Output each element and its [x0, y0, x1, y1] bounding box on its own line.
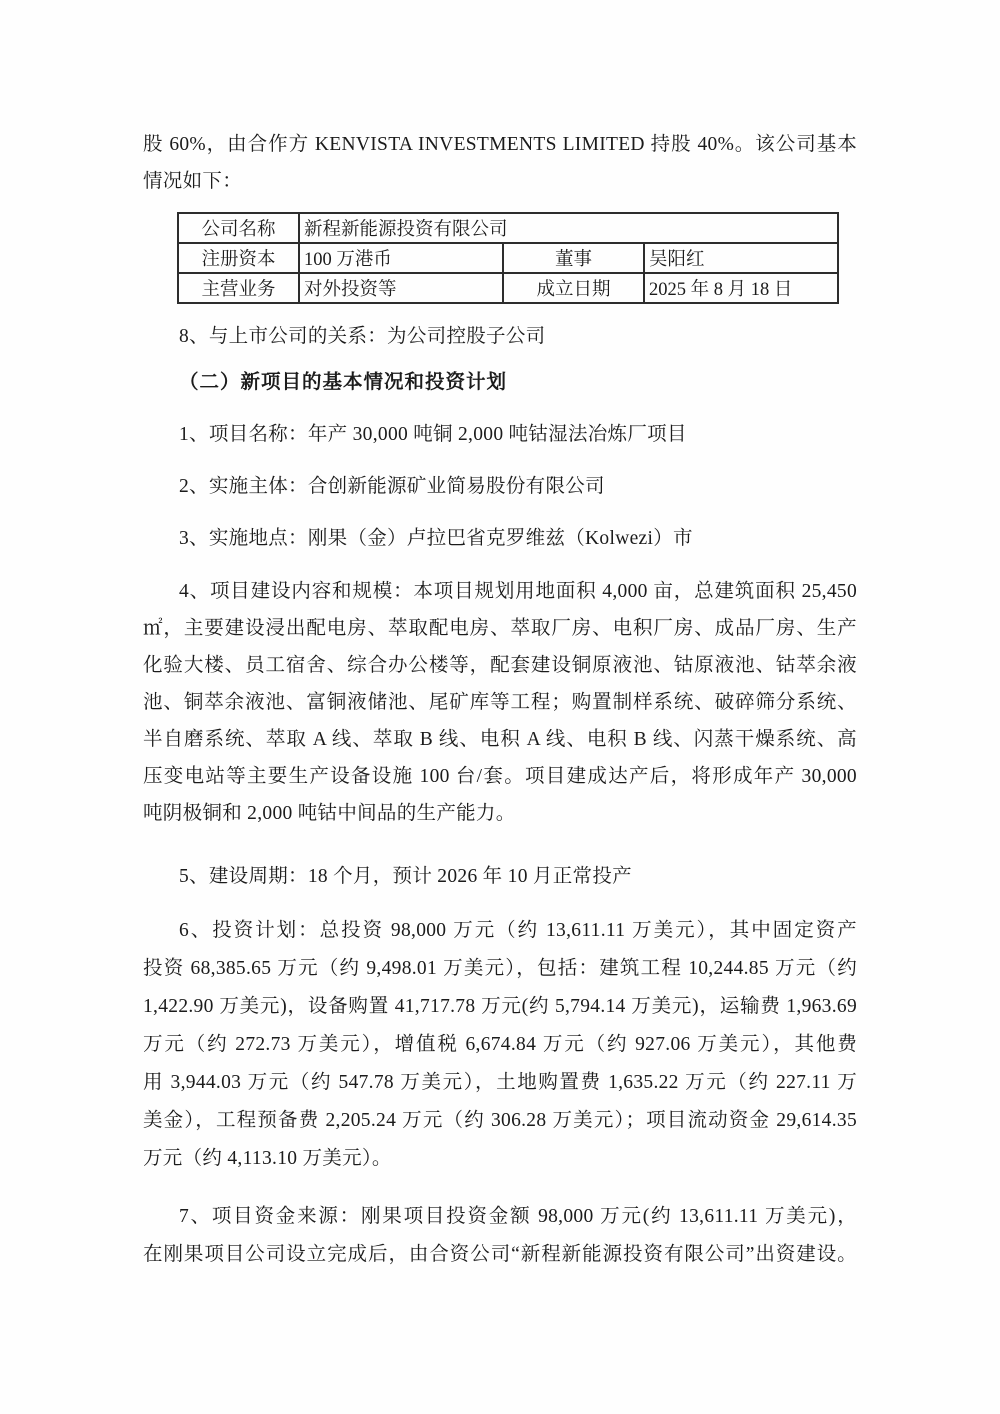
paragraph-6: [143, 912, 857, 1178]
registered-capital-value-cell: 100 万港币: [299, 243, 503, 273]
table-row-company-name: [178, 213, 838, 243]
paragraph-6-line-6: 美金），工程预备费 2,205.24 万元（约 306.28 万美元）；项目流动资金 29,614.35: [143, 1110, 857, 1131]
paragraph-6-line-3: 1,422.90 万美元)，设备购置 41,717.78 万元(约 5,794.14 万美元)，运输费 1,963.69: [143, 996, 857, 1017]
paragraph-7: [143, 1198, 857, 1274]
registered-capital-label-cell: 注册资本: [178, 243, 299, 273]
paragraph-6-line-2: 投资 68,385.65 万元（约 9,498.01 万美元），包括：建筑工程 10,244.85 万元（约: [143, 958, 857, 979]
paragraph-4-line-5: 半自磨系统、萃取 A 线、萃取 B 线、电积 A 线、电积 B 线、闪蒸干燥系统、高: [143, 729, 857, 750]
main-business-label-cell: 主营业务: [178, 273, 299, 303]
list-item-1: 1、项目名称：年产 30,000 吨铜 2,000 吨钴湿法冶炼厂项目: [179, 424, 687, 445]
director-label-cell: 董事: [503, 243, 644, 273]
paragraph-4-line-1: 4、项目建设内容和规模：本项目规划用地面积 4,000 亩，总建筑面积 25,450: [179, 581, 857, 602]
main-business-value-cell: 对外投资等: [299, 273, 503, 303]
paragraph-4-line-6: 压变电站等主要生产设备设施 100 台/套。项目建成达产后，将形成年产 30,000: [143, 766, 857, 787]
document-content: [143, 0, 857, 1274]
company-name-value-cell: 新程新能源投资有限公司: [299, 213, 838, 243]
paragraph-4: [143, 573, 857, 832]
paragraph-4-line-7: 吨阴极铜和 2,000 吨钴中间品的生产能力。: [143, 803, 516, 824]
table-row-capital-director: [178, 243, 838, 273]
establish-date-value-cell: 2025 年 8 月 18 日: [644, 273, 838, 303]
paragraph-6-line-5: 用 3,944.03 万元（约 547.78 万美元），土地购置费 1,635.22 万元（约 227.11 万: [143, 1072, 857, 1093]
list-item-2: 2、实施主体：合创新能源矿业简易股份有限公司: [179, 476, 605, 497]
list-item-8: 8、与上市公司的关系：为公司控股子公司: [179, 326, 546, 347]
paragraph-6-line-7: 万元（约 4,113.10 万美元）。: [143, 1148, 392, 1169]
paragraph-6-line-1: 6、投资计划：总投资 98,000 万元（约 13,611.11 万美元），其中固定资产: [179, 920, 857, 941]
section-heading: （二）新项目的基本情况和投资计划: [179, 372, 508, 393]
paragraph-6-line-4: 万元（约 272.73 万美元），增值税 6,674.84 万元（约 927.06 万美元），其他费: [143, 1034, 857, 1055]
table-row-business-date: [178, 273, 838, 303]
director-value-cell: 吴阳红: [644, 243, 838, 273]
paragraph-7-line-1: 7、项目资金来源：刚果项目投资金额 98,000 万元(约 13,611.11 万美元)，: [179, 1206, 857, 1227]
paragraph-4-line-3: 化验大楼、员工宿舍、综合办公楼等，配套建设铜原液池、钴原液池、钴萃余液: [143, 655, 857, 676]
intro-line-2: 情况如下：: [143, 171, 243, 192]
company-info-table: [177, 212, 839, 304]
company-name-label-cell: 公司名称: [178, 213, 299, 243]
list-item-3: 3、实施地点：刚果（金）卢拉巴省克罗维兹（Kolwezi）市: [179, 528, 693, 549]
paragraph-7-line-2: 在刚果项目公司设立完成后，由合资公司“新程新能源投资有限公司”出资建设。: [143, 1244, 857, 1265]
paragraph-4-line-2: ㎡，主要建设浸出配电房、萃取配电房、萃取厂房、电积厂房、成品厂房、生产: [143, 618, 857, 639]
intro-line-1: 股 60%，由合作方 KENVISTA INVESTMENTS LIMITED 持股 40%。该公司基本: [143, 134, 857, 155]
list-item-5: 5、建设周期：18 个月，预计 2026 年 10 月正常投产: [179, 866, 632, 887]
establish-date-label-cell: 成立日期: [503, 273, 644, 303]
paragraph-4-line-4: 池、铜萃余液池、富铜液储池、尾矿库等工程；购置制样系统、破碎筛分系统、: [143, 692, 857, 713]
